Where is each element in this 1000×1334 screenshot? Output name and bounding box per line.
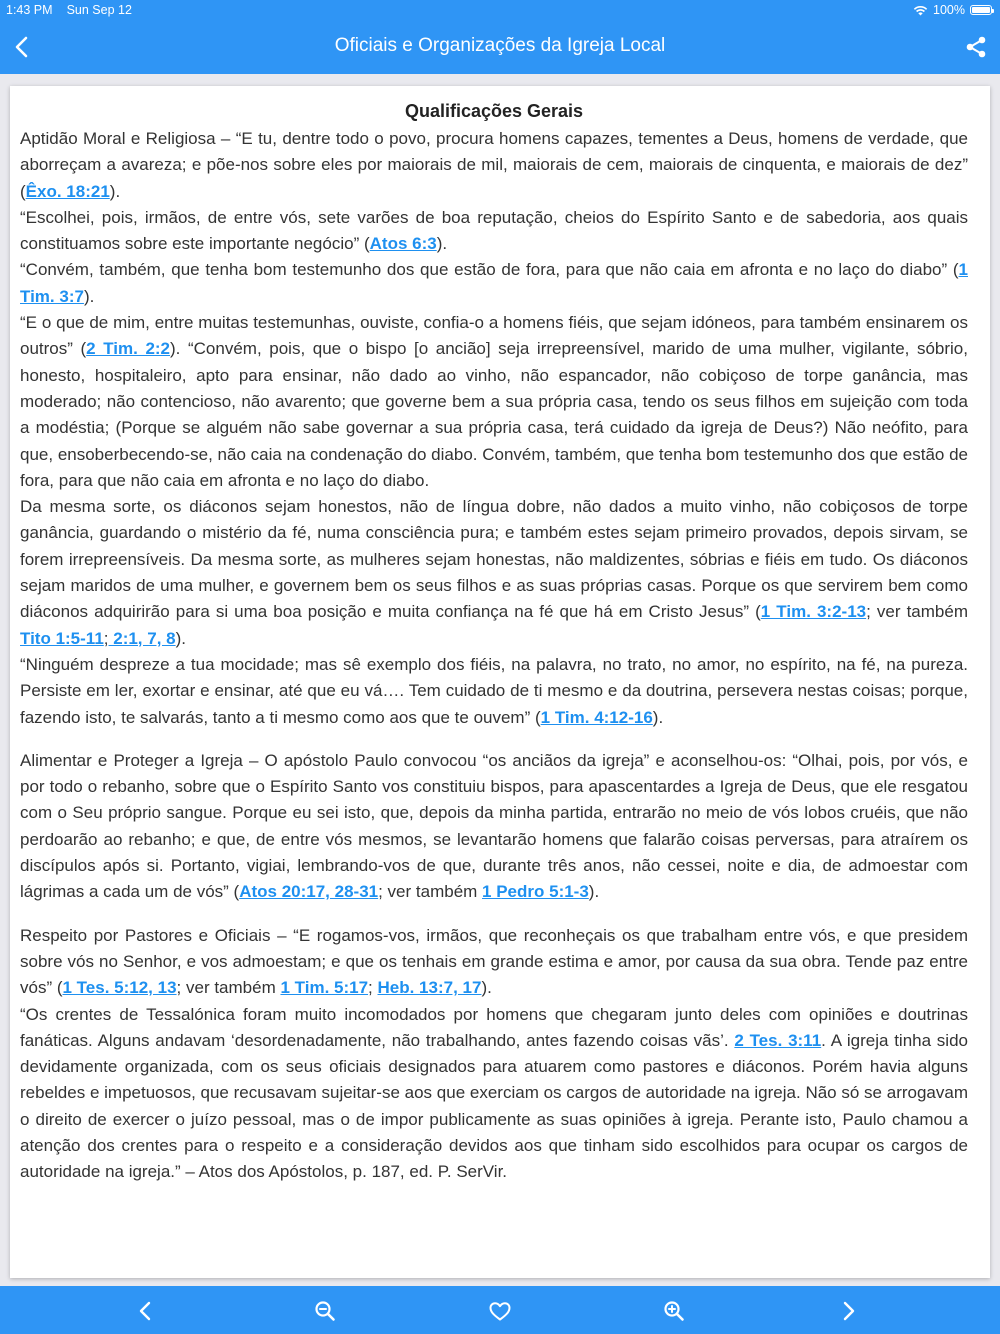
wifi-icon [913, 5, 928, 16]
bible-reference-link[interactable]: Atos 20:17, 28-31 [239, 882, 379, 902]
paragraph: Aptidão Moral e Religiosa – “E tu, dentre todo o povo, procura homens capazes, tementes a Deus, homens de verdade, que aborreçam a avareza; e põe-nos sobre eles por maiorais de mil, maiorais de cem, maiorais de cinquenta, e maiorais de dez” (Êxo. 18:21). [20, 129, 968, 201]
paragraph: “Ninguém despreze a tua mocidade; mas sê exemplo dos fiéis, na palavra, no trato, no amor, no espírito, na fé, na pureza. Persiste em ler, exortar e ensinar, até que eu vá…. Tem cuidado de ti mesmo e da doutrina, persevera nestas coisas; porque, fazendo isto, te salvarás, tanto a ti mesmo como aos que te ouvem” (1 Tim. 4:12-16). [20, 654, 968, 727]
paragraph: Da mesma sorte, os diáconos sejam honestos, não de língua dobre, não dados a muito vinho, não cobiçosos de torpe ganância, guardando o mistério da fé, numa consciência pura; e também estes sejam primeiro provados, depois sirvam, se forem irrepreensíveis. Da mesma sorte, as mulheres sejam honestas, não maldizentes, sóbrias e fiéis em tudo. Os diáconos sejam maridos de uma mulher, e governem bem os seus filhos e as suas próprias casas. Porque os que servirem bem como diáconos adquirirão para si uma boa posição e muita confiança na fé que há em Cristo Jesus” (1 Tim. 3:2-13; ver também Tito 1:5-11; 2:1, 7, 8). [20, 497, 968, 648]
page-title: Oficiais e Organizações da Igreja Local [334, 35, 666, 56]
bible-reference-link[interactable]: 1 Tim. 5:17 [280, 978, 369, 998]
top-bar [0, 0, 1000, 74]
section-title: Qualificações Gerais [404, 101, 584, 121]
paragraph: “Convém, também, que tenha bom testemunho dos que estão de fora, para que não caia em afronta e no laço do diabo” (1 Tim. 3:7). [20, 260, 968, 306]
bible-reference-link[interactable]: Atos 6:3 [369, 234, 437, 254]
bible-reference-link[interactable]: 1 Tim. 3:2-13 [760, 602, 867, 622]
bottom-toolbar [0, 1286, 1000, 1334]
bible-reference-link[interactable]: 1 Tes. 5:12, 13 [62, 978, 177, 998]
chevron-right-icon[interactable] [835, 1298, 861, 1324]
paragraph: “Escolhei, pois, irmãos, de entre vós, sete varões de boa reputação, cheios do Espírito Santo e de sabedoria, aos quais constituamos sobre este importante negócio” (Atos 6:3). [20, 207, 968, 254]
status-bar-right [913, 3, 992, 17]
paragraph: Alimentar e Proteger a Igreja – O apóstolo Paulo convocou “os anciãos da igreja” e aconselhou-os: “Olhai, pois, por vós, e por todo o rebanho, sobre que o Espírito Santo vos constituiu bispos, para apascentardes a Igreja de Deus, que ele resgatou com o Seu próprio sangue. Porque eu sei isto, que, depois da minha partida, entrarão no meio de vós lobos cruéis, que não perdoarão ao rebanho; e que, de entre vós mesmos, se levantarão homens que falarão coisas perversas, para atraírem os discípulos após si. Portanto, vigiai, lembrando-vos de que, durante três anos, não cessei, noite e dia, de admoestar com lágrimas a cada um de vós” (Atos 20:17, 28-31; ver também 1 Pedro 5:1-3). [20, 750, 968, 902]
bible-reference-link[interactable]: Heb. 13:7, 17 [377, 978, 482, 998]
paragraph: “E o que de mim, entre muitas testemunhas, ouviste, confia-o a homens fiéis, que sejam idóneos, para também ensinarem os outros” (2 Tim. 2:2). “Convém, pois, que o bispo [o ancião] seja irrepreensível, marido de uma mulher, vigilante, sóbrio, honesto, hospitaleiro, apto para ensinar, não dado ao vinho, não espancador, não cobiçoso de torpe ganância, mas moderado; não contencioso, não avarento; que governe bem a sua própria casa, tendo os seus filhos em sujeição com toda a modéstia; (Porque se alguém não sabe governar a sua própria casa, terá cuidado da igreja de Deus?) Não neófito, para que, ensoberbecendo-se, não caia na condenação do diabo. Convém, também, que tenha bom testemunho dos que estão de fora, para que não caia em afronta e no laço do diabo. [20, 313, 968, 490]
bible-reference-link[interactable]: Êxo. 18:21 [25, 181, 110, 201]
status-date: Sun Sep 12 [66, 3, 132, 17]
zoom-in-icon[interactable] [661, 1298, 687, 1324]
chevron-left-icon[interactable] [133, 1298, 159, 1324]
zoom-out-icon[interactable] [312, 1298, 338, 1324]
bible-reference-link[interactable]: 2:1, 7, 8 [108, 628, 176, 648]
bible-reference-link[interactable]: 1 Pedro 5:1-3 [482, 882, 589, 902]
share-button[interactable] [964, 35, 988, 59]
bible-reference-link[interactable]: 1 Tim. 3:7 [20, 260, 968, 306]
bible-reference-link[interactable]: 2 Tes. 3:11 [734, 1030, 822, 1050]
bible-reference-link[interactable]: 2 Tim. 2:2 [86, 339, 171, 359]
paragraph: Respeito por Pastores e Oficiais – “E rogamos-vos, irmãos, que reconheçais os que trabalham entre vós, e que presidem sobre vós no Senhor, e vos admoestam; e que os tenhais em grande estima e amor, por causa da sua obra. Tende paz entre vós” (1 Tes. 5:12, 13; ver também 1 Tim. 5:17; Heb. 13:7, 17). [20, 925, 968, 998]
bible-reference-link[interactable]: 1 Tim. 4:12-16 [540, 707, 653, 727]
bible-reference-link[interactable]: Tito 1:5-11 [20, 628, 104, 648]
status-time: 1:43 PM [6, 3, 53, 17]
content-card [10, 86, 990, 1278]
article-body [10, 86, 990, 1186]
battery-icon [970, 5, 992, 15]
status-bar-left [6, 3, 146, 17]
battery-percent: 100% [933, 3, 965, 17]
paragraph: “Os crentes de Tessalónica foram muito incomodados por homens que chegaram junto deles com opiniões e doutrinas fanáticas. Alguns andavam ‘desordenadamente, não trabalhando, antes fazendo coisas vãs’. 2 Tes. 3:11. A igreja tinha sido devidamente organizada, com os seus oficiais designados para atuarem como pastores e diáconos. Porém havia alguns rebeldes e impetuosos, que recusavam sujeitar-se aos que exerciam os cargos de autoridade na igreja. Não só se arrogavam o direito de exercer o juízo pessoal, mas o de impor publicamente as suas opiniões à igreja. Perante isto, Paulo chamou a atenção dos crentes para o respeito e a consideração devidos aos que tinham sido escolhidos para ocupar os cargos de autoridade na igreja.” – Atos dos Apóstolos, p. 187, ed. P. SerVir. [20, 1004, 968, 1182]
heart-icon[interactable] [487, 1298, 513, 1324]
